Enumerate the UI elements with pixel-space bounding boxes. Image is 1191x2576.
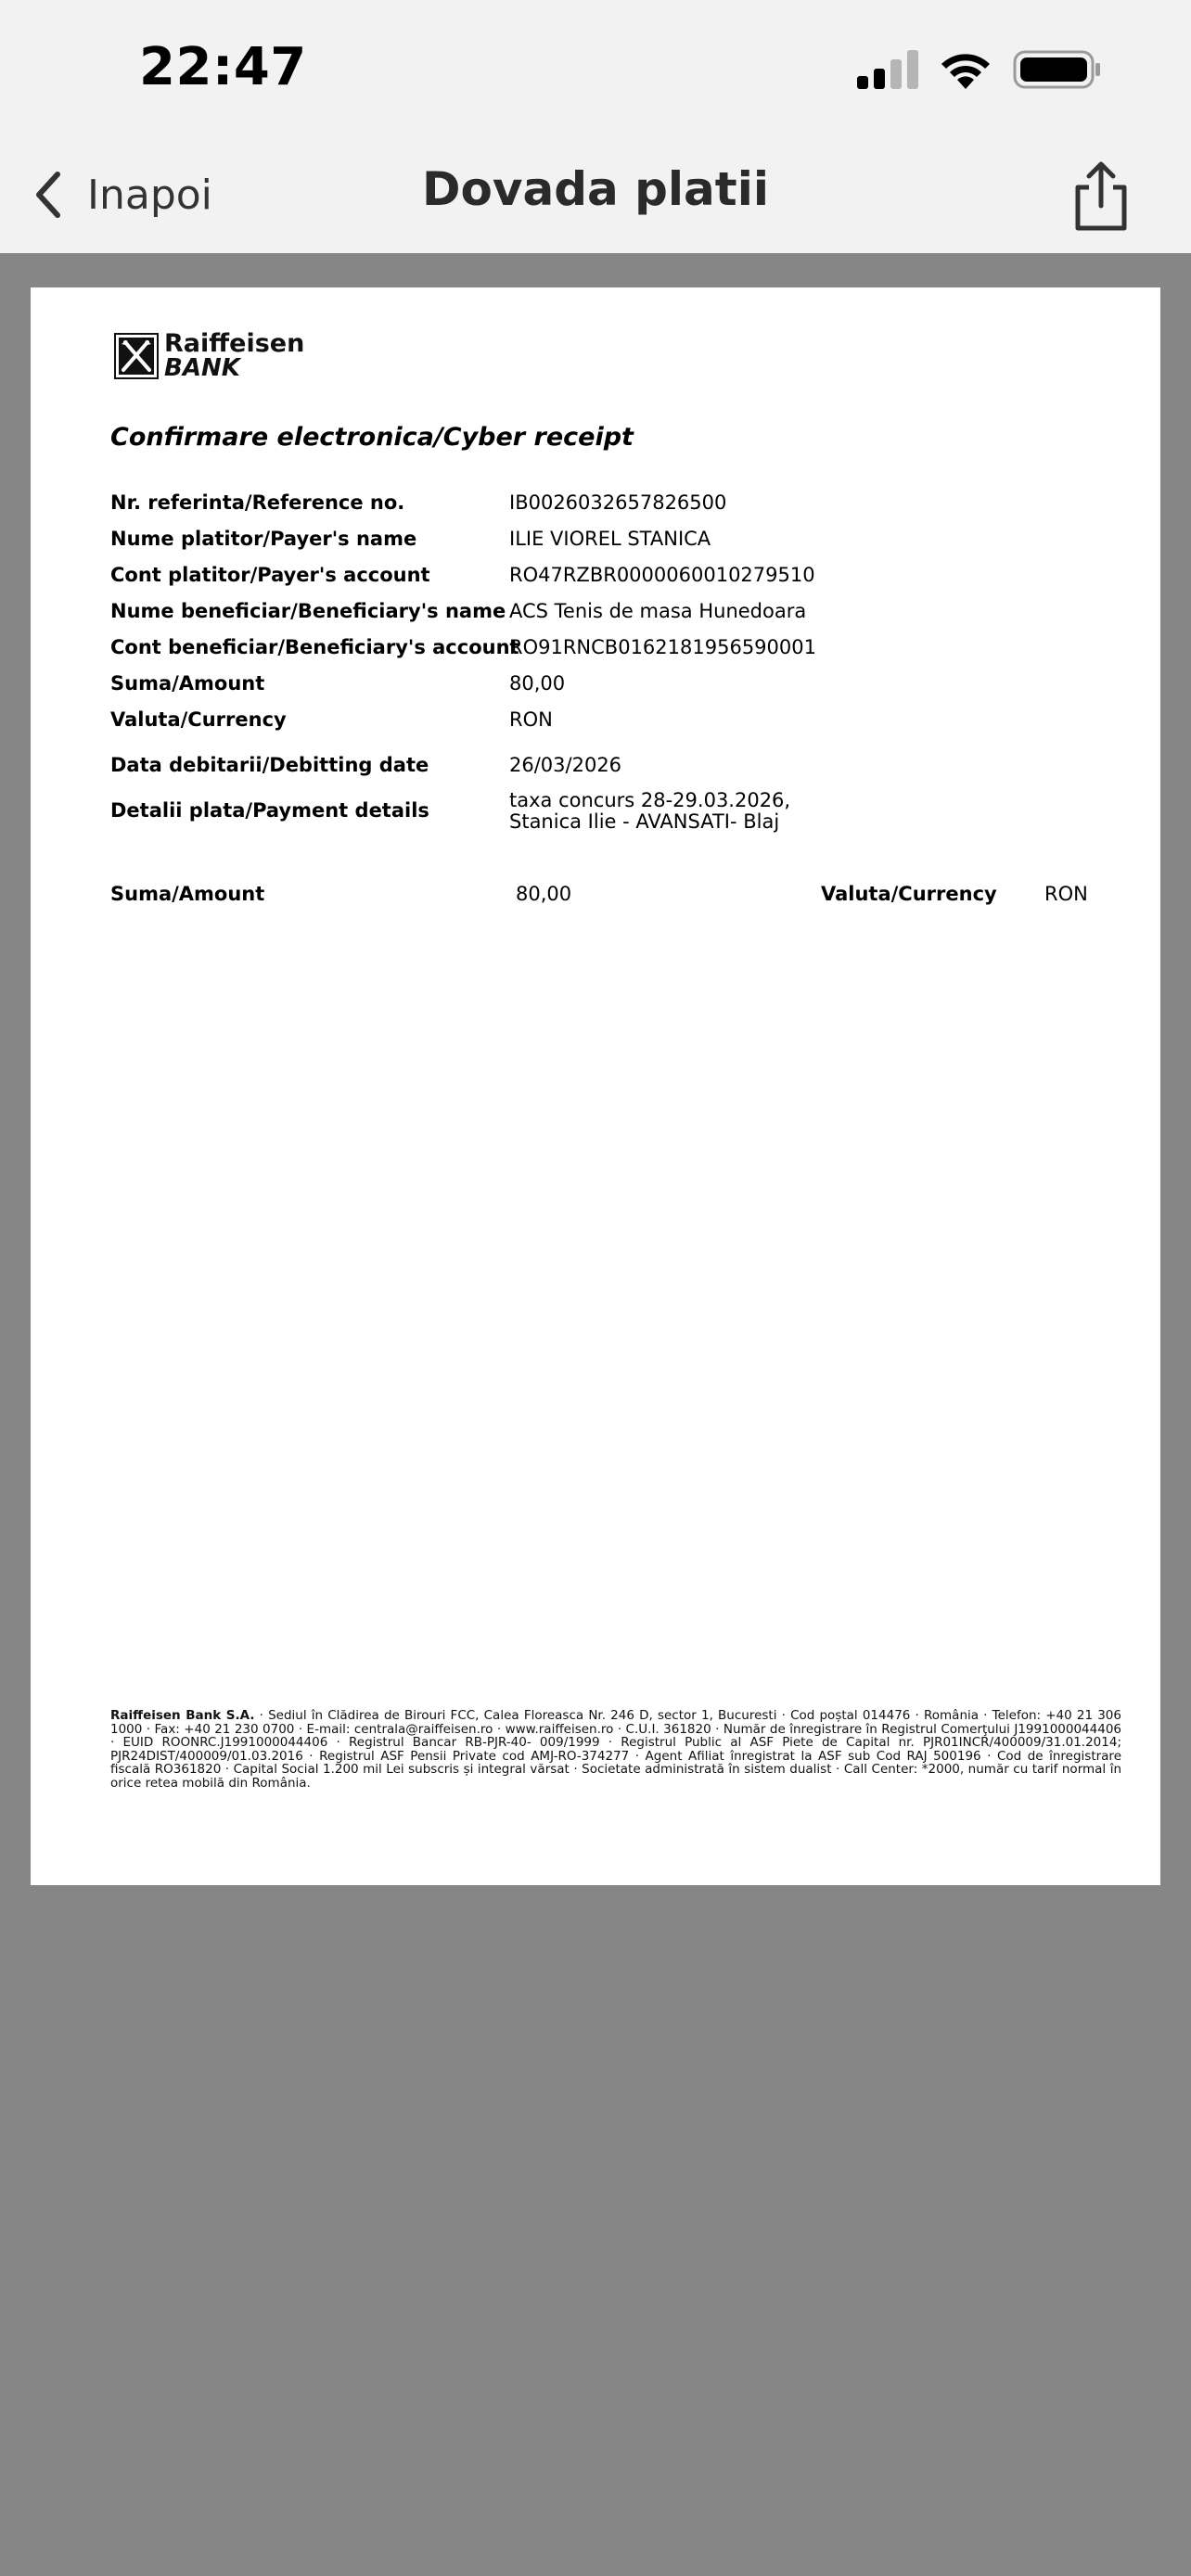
field-value-payer-name: ILIE VIOREL STANICA [509,528,711,550]
wifi-icon [937,46,994,91]
raiffeisen-logo [114,330,304,382]
logo-wordmark [164,329,305,382]
back-label: Inapoi [87,171,212,219]
receipt-document [31,287,1160,1885]
field-value-currency: RON [509,708,553,731]
field-label-debit-date: Data debitarii/Debitting date [110,754,429,776]
field-value-payment-details: taxa concurs 28-29.03.2026, Stanica Ilie - AVANSATI- Blaj [509,789,791,833]
document-heading: Confirmare electronica/Cyber receipt [110,423,634,452]
field-value-payer-account: RO47RZBR0000060010279510 [509,564,815,586]
field-label-payer-name: Nume platitor/Payer's name [110,528,417,550]
navigation-bar [0,139,1191,253]
legal-footer [110,1709,1121,1790]
field-label-beneficiary-name: Nume beneficiar/Beneficiary's name [110,600,506,622]
summary-amount-value: 80,00 [516,883,572,905]
field-label-beneficiary-account: Cont beneficiar/Beneficiary's account [110,636,519,658]
field-value-beneficiary-name: ACS Tenis de masa Hunedoara [509,600,807,622]
footer-company-name: Raiffeisen Bank S.A. [110,1708,255,1723]
battery-icon [1013,48,1102,91]
logo-line-2: BANK [164,354,240,382]
cellular-signal-icon [855,48,920,91]
status-bar [0,0,1191,139]
share-button[interactable] [1069,159,1133,234]
field-value-beneficiary-account: RO91RNCB0162181956590001 [509,636,816,658]
field-value-amount: 80,00 [509,672,566,695]
summary-amount-label: Suma/Amount [110,883,265,905]
logo-line-1: Raiffeisen [164,329,305,358]
status-time: 22:47 [139,37,307,97]
summary-currency-label: Valuta/Currency [821,883,997,905]
field-label-payment-details: Detalii plata/Payment details [110,799,429,822]
field-value-reference: IB0026032657826500 [509,491,727,514]
field-label-payer-account: Cont platitor/Payer's account [110,564,430,586]
share-icon [1069,159,1133,234]
summary-currency-value: RON [1044,883,1088,905]
raiffeisen-logo-icon [114,333,159,379]
field-label-currency: Valuta/Currency [110,708,287,731]
field-label-amount: Suma/Amount [110,672,265,695]
field-label-reference: Nr. referinta/Reference no. [110,491,405,514]
page-title: Dovada platii [422,162,769,216]
footer-legal-text: · Sediul în Clădirea de Birouri FCC, Calea Floreasca Nr. 246 D, sector 1, Bucuresti · Cod poștal 014476 · România · Telefon: +40 21 306 1000 · Fax: +40 21 230 0700 · E-mail: centrala@raiffeisen.ro · www.raiffeisen.ro · C.U.I. 361820 · Număr de înregistrare în Registrul Comerţului J1991000044406 · EUID ROONRC.J1991000044406 · Registrul Bancar RB-PJR-40- 009/1999 · Registrul Public al ASF Piete de Capital nr. PJR01INCR/400009/31.01.2014; PJR24DIST/400009/01.03.2016 · Registrul ASF Pensii Private cod AMJ-RO-374277 · Agent Afiliat înregistrat la ASF sub Cod RAJ 500196 · Cod de înregistrare fiscală RO361820 · Capital Social 1.200 mil Lei subscris și integral vărsat · Societate administrată în sistem dualist · Call Center: *2000, număr cu tarif normal în orice retea mobilă din România. [110,1708,1121,1791]
field-value-debit-date: 26/03/2026 [509,754,622,776]
